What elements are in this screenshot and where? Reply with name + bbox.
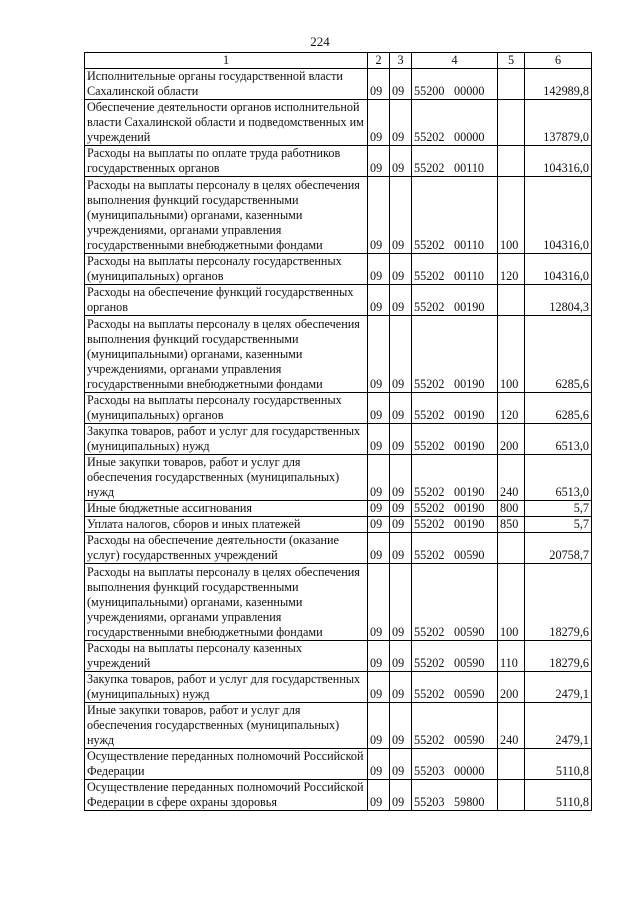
target-article-program-code: 55202 <box>414 269 445 283</box>
row-amount-cell: 20758,7 <box>525 533 592 564</box>
target-article-direction-code: 00190 <box>454 485 485 499</box>
target-article-program-code: 55202 <box>414 439 445 453</box>
row-amount-cell: 104316,0 <box>525 146 592 177</box>
target-article-direction-code: 59800 <box>454 795 485 809</box>
row-expense-type-cell <box>498 100 525 146</box>
header-col-1: 1 <box>85 53 368 69</box>
budget-table <box>84 52 592 811</box>
row-amount-cell: 137879,0 <box>525 100 592 146</box>
row-amount-cell: 6513,0 <box>525 424 592 455</box>
table-row <box>85 501 592 517</box>
target-article-program-code: 55202 <box>414 625 445 639</box>
row-expense-type-cell <box>498 69 525 100</box>
row-section-cell: 09 <box>368 146 390 177</box>
row-amount-cell: 104316,0 <box>525 177 592 254</box>
target-article-direction-code: 00190 <box>454 408 485 422</box>
row-target-article-cell <box>412 177 498 254</box>
target-article-program-code: 55202 <box>414 408 445 422</box>
row-expense-type-cell: 850 <box>498 517 525 533</box>
row-target-article-cell <box>412 749 498 780</box>
row-name-cell: Закупка товаров, работ и услуг для государственных (муниципальных) нужд <box>85 672 368 703</box>
row-subsection-cell: 09 <box>390 749 412 780</box>
row-target-article-cell <box>412 641 498 672</box>
header-col-5: 5 <box>498 53 525 69</box>
row-expense-type-cell: 200 <box>498 672 525 703</box>
row-section-cell: 09 <box>368 254 390 285</box>
table-row <box>85 424 592 455</box>
row-target-article-cell <box>412 564 498 641</box>
row-target-article-cell <box>412 533 498 564</box>
row-name-cell: Расходы на обеспечение деятельности (оказание услуг) государственных учреждений <box>85 533 368 564</box>
table-body <box>85 69 592 811</box>
row-amount-cell: 6513,0 <box>525 455 592 501</box>
table-row <box>85 703 592 749</box>
table-row <box>85 177 592 254</box>
target-article-program-code: 55202 <box>414 733 445 747</box>
row-target-article-cell <box>412 285 498 316</box>
row-section-cell: 09 <box>368 641 390 672</box>
row-name-cell: Уплата налогов, сборов и иных платежей <box>85 517 368 533</box>
row-expense-type-cell: 120 <box>498 254 525 285</box>
table-row <box>85 254 592 285</box>
row-subsection-cell: 09 <box>390 316 412 393</box>
row-subsection-cell: 09 <box>390 672 412 703</box>
row-amount-cell: 5,7 <box>525 501 592 517</box>
row-name-cell: Осуществление переданных полномочий Российской Федерации в сфере охраны здоровья <box>85 780 368 811</box>
row-target-article-cell <box>412 501 498 517</box>
target-article-direction-code: 00110 <box>454 238 485 252</box>
row-section-cell: 09 <box>368 533 390 564</box>
row-name-cell: Расходы на выплаты по оплате труда работников государственных органов <box>85 146 368 177</box>
row-section-cell: 09 <box>368 564 390 641</box>
row-amount-cell: 2479,1 <box>525 703 592 749</box>
row-expense-type-cell <box>498 749 525 780</box>
row-amount-cell: 18279,6 <box>525 564 592 641</box>
target-article-direction-code: 00000 <box>454 130 485 144</box>
row-target-article-cell <box>412 316 498 393</box>
table-row <box>85 533 592 564</box>
table-row <box>85 564 592 641</box>
row-subsection-cell: 09 <box>390 177 412 254</box>
target-article-direction-code: 00590 <box>454 656 485 670</box>
row-amount-cell: 5110,8 <box>525 749 592 780</box>
target-article-program-code: 55202 <box>414 687 445 701</box>
target-article-program-code: 55202 <box>414 130 445 144</box>
row-section-cell: 09 <box>368 100 390 146</box>
row-name-cell: Расходы на выплаты персоналу государственных (муниципальных) органов <box>85 254 368 285</box>
table-row <box>85 100 592 146</box>
row-target-article-cell <box>412 424 498 455</box>
target-article-direction-code: 00590 <box>454 687 485 701</box>
row-amount-cell: 12804,3 <box>525 285 592 316</box>
row-subsection-cell: 09 <box>390 285 412 316</box>
row-section-cell: 09 <box>368 672 390 703</box>
row-expense-type-cell: 200 <box>498 424 525 455</box>
table-row <box>85 517 592 533</box>
target-article-program-code: 55202 <box>414 300 445 314</box>
row-subsection-cell: 09 <box>390 780 412 811</box>
row-subsection-cell: 09 <box>390 393 412 424</box>
row-subsection-cell: 09 <box>390 564 412 641</box>
header-col-6: 6 <box>525 53 592 69</box>
target-article-program-code: 55202 <box>414 656 445 670</box>
row-amount-cell: 5,7 <box>525 517 592 533</box>
target-article-program-code: 55202 <box>414 485 445 499</box>
row-subsection-cell: 09 <box>390 100 412 146</box>
target-article-program-code: 55200 <box>414 84 445 98</box>
row-subsection-cell: 09 <box>390 146 412 177</box>
row-name-cell: Закупка товаров, работ и услуг для государственных (муниципальных) нужд <box>85 424 368 455</box>
row-name-cell: Осуществление переданных полномочий Российской Федерации <box>85 749 368 780</box>
row-expense-type-cell <box>498 285 525 316</box>
row-amount-cell: 104316,0 <box>525 254 592 285</box>
row-name-cell: Иные закупки товаров, работ и услуг для обеспечения государственных (муниципальных) нужд <box>85 455 368 501</box>
table-row <box>85 455 592 501</box>
row-name-cell: Расходы на выплаты персоналу казенных учреждений <box>85 641 368 672</box>
target-article-program-code: 55203 <box>414 764 445 778</box>
row-target-article-cell <box>412 672 498 703</box>
row-section-cell: 09 <box>368 749 390 780</box>
page-number: 224 <box>310 34 330 49</box>
row-section-cell: 09 <box>368 703 390 749</box>
row-section-cell: 09 <box>368 316 390 393</box>
row-expense-type-cell: 100 <box>498 316 525 393</box>
row-subsection-cell: 09 <box>390 424 412 455</box>
header-col-3: 3 <box>390 53 412 69</box>
row-name-cell: Расходы на выплаты персоналу в целях обеспечения выполнения функций государственными (муниципальными) органами, казенными учреждениями, органами управления государственными внебюджетными фондами <box>85 177 368 254</box>
row-expense-type-cell <box>498 146 525 177</box>
table-row <box>85 69 592 100</box>
row-expense-type-cell: 240 <box>498 455 525 501</box>
row-name-cell: Расходы на выплаты персоналу в целях обеспечения выполнения функций государственными (муниципальными) органами, казенными учреждениями, органами управления государственными внебюджетными фондами <box>85 564 368 641</box>
row-expense-type-cell: 800 <box>498 501 525 517</box>
row-section-cell: 09 <box>368 424 390 455</box>
row-subsection-cell: 09 <box>390 641 412 672</box>
target-article-program-code: 55202 <box>414 377 445 391</box>
row-subsection-cell: 09 <box>390 501 412 517</box>
row-subsection-cell: 09 <box>390 533 412 564</box>
row-target-article-cell <box>412 780 498 811</box>
row-section-cell: 09 <box>368 177 390 254</box>
table-row <box>85 146 592 177</box>
target-article-program-code: 55202 <box>414 501 445 515</box>
table-row <box>85 780 592 811</box>
target-article-program-code: 55202 <box>414 161 445 175</box>
row-target-article-cell <box>412 146 498 177</box>
row-name-cell: Иные закупки товаров, работ и услуг для обеспечения государственных (муниципальных) нужд <box>85 703 368 749</box>
row-expense-type-cell: 100 <box>498 177 525 254</box>
row-subsection-cell: 09 <box>390 254 412 285</box>
row-section-cell: 09 <box>368 501 390 517</box>
row-amount-cell: 18279,6 <box>525 641 592 672</box>
row-amount-cell: 142989,8 <box>525 69 592 100</box>
row-amount-cell: 6285,6 <box>525 393 592 424</box>
table-row <box>85 285 592 316</box>
row-expense-type-cell <box>498 780 525 811</box>
row-target-article-cell <box>412 69 498 100</box>
row-section-cell: 09 <box>368 517 390 533</box>
table-row <box>85 641 592 672</box>
row-target-article-cell <box>412 455 498 501</box>
row-target-article-cell <box>412 100 498 146</box>
row-amount-cell: 2479,1 <box>525 672 592 703</box>
row-section-cell: 09 <box>368 69 390 100</box>
header-col-2: 2 <box>368 53 390 69</box>
row-name-cell: Расходы на обеспечение функций государственных органов <box>85 285 368 316</box>
row-name-cell: Обеспечение деятельности органов исполнительной власти Сахалинской области и подведомственных им учреждений <box>85 100 368 146</box>
target-article-direction-code: 00000 <box>454 84 485 98</box>
target-article-program-code: 55202 <box>414 548 445 562</box>
target-article-direction-code: 00590 <box>454 548 485 562</box>
header-col-4: 4 <box>412 53 498 69</box>
row-name-cell: Расходы на выплаты персоналу в целях обеспечения выполнения функций государственными (муниципальными) органами, казенными учреждениями, органами управления государственными внебюджетными фондами <box>85 316 368 393</box>
row-target-article-cell <box>412 254 498 285</box>
row-subsection-cell: 09 <box>390 703 412 749</box>
target-article-program-code: 55202 <box>414 238 445 252</box>
table-row <box>85 672 592 703</box>
target-article-direction-code: 00590 <box>454 733 485 747</box>
target-article-direction-code: 00190 <box>454 439 485 453</box>
row-target-article-cell <box>412 393 498 424</box>
row-name-cell: Иные бюджетные ассигнования <box>85 501 368 517</box>
row-subsection-cell: 09 <box>390 69 412 100</box>
row-target-article-cell <box>412 703 498 749</box>
row-target-article-cell <box>412 517 498 533</box>
row-name-cell: Расходы на выплаты персоналу государственных (муниципальных) органов <box>85 393 368 424</box>
row-subsection-cell: 09 <box>390 517 412 533</box>
row-section-cell: 09 <box>368 393 390 424</box>
row-expense-type-cell <box>498 533 525 564</box>
table-row <box>85 393 592 424</box>
row-expense-type-cell: 240 <box>498 703 525 749</box>
row-expense-type-cell: 120 <box>498 393 525 424</box>
target-article-direction-code: 00190 <box>454 377 485 391</box>
table-row <box>85 749 592 780</box>
target-article-direction-code: 00000 <box>454 764 485 778</box>
row-expense-type-cell: 110 <box>498 641 525 672</box>
row-expense-type-cell: 100 <box>498 564 525 641</box>
target-article-program-code: 55202 <box>414 517 445 531</box>
target-article-direction-code: 00190 <box>454 517 485 531</box>
header-row <box>85 53 592 69</box>
target-article-direction-code: 00590 <box>454 625 485 639</box>
target-article-direction-code: 00190 <box>454 300 485 314</box>
target-article-direction-code: 00190 <box>454 501 485 515</box>
row-amount-cell: 6285,6 <box>525 316 592 393</box>
row-name-cell: Исполнительные органы государственной власти Сахалинской области <box>85 69 368 100</box>
row-section-cell: 09 <box>368 780 390 811</box>
row-subsection-cell: 09 <box>390 455 412 501</box>
row-section-cell: 09 <box>368 285 390 316</box>
row-amount-cell: 5110,8 <box>525 780 592 811</box>
table-row <box>85 316 592 393</box>
target-article-program-code: 55203 <box>414 795 445 809</box>
target-article-direction-code: 00110 <box>454 161 485 175</box>
target-article-direction-code: 00110 <box>454 269 485 283</box>
row-section-cell: 09 <box>368 455 390 501</box>
